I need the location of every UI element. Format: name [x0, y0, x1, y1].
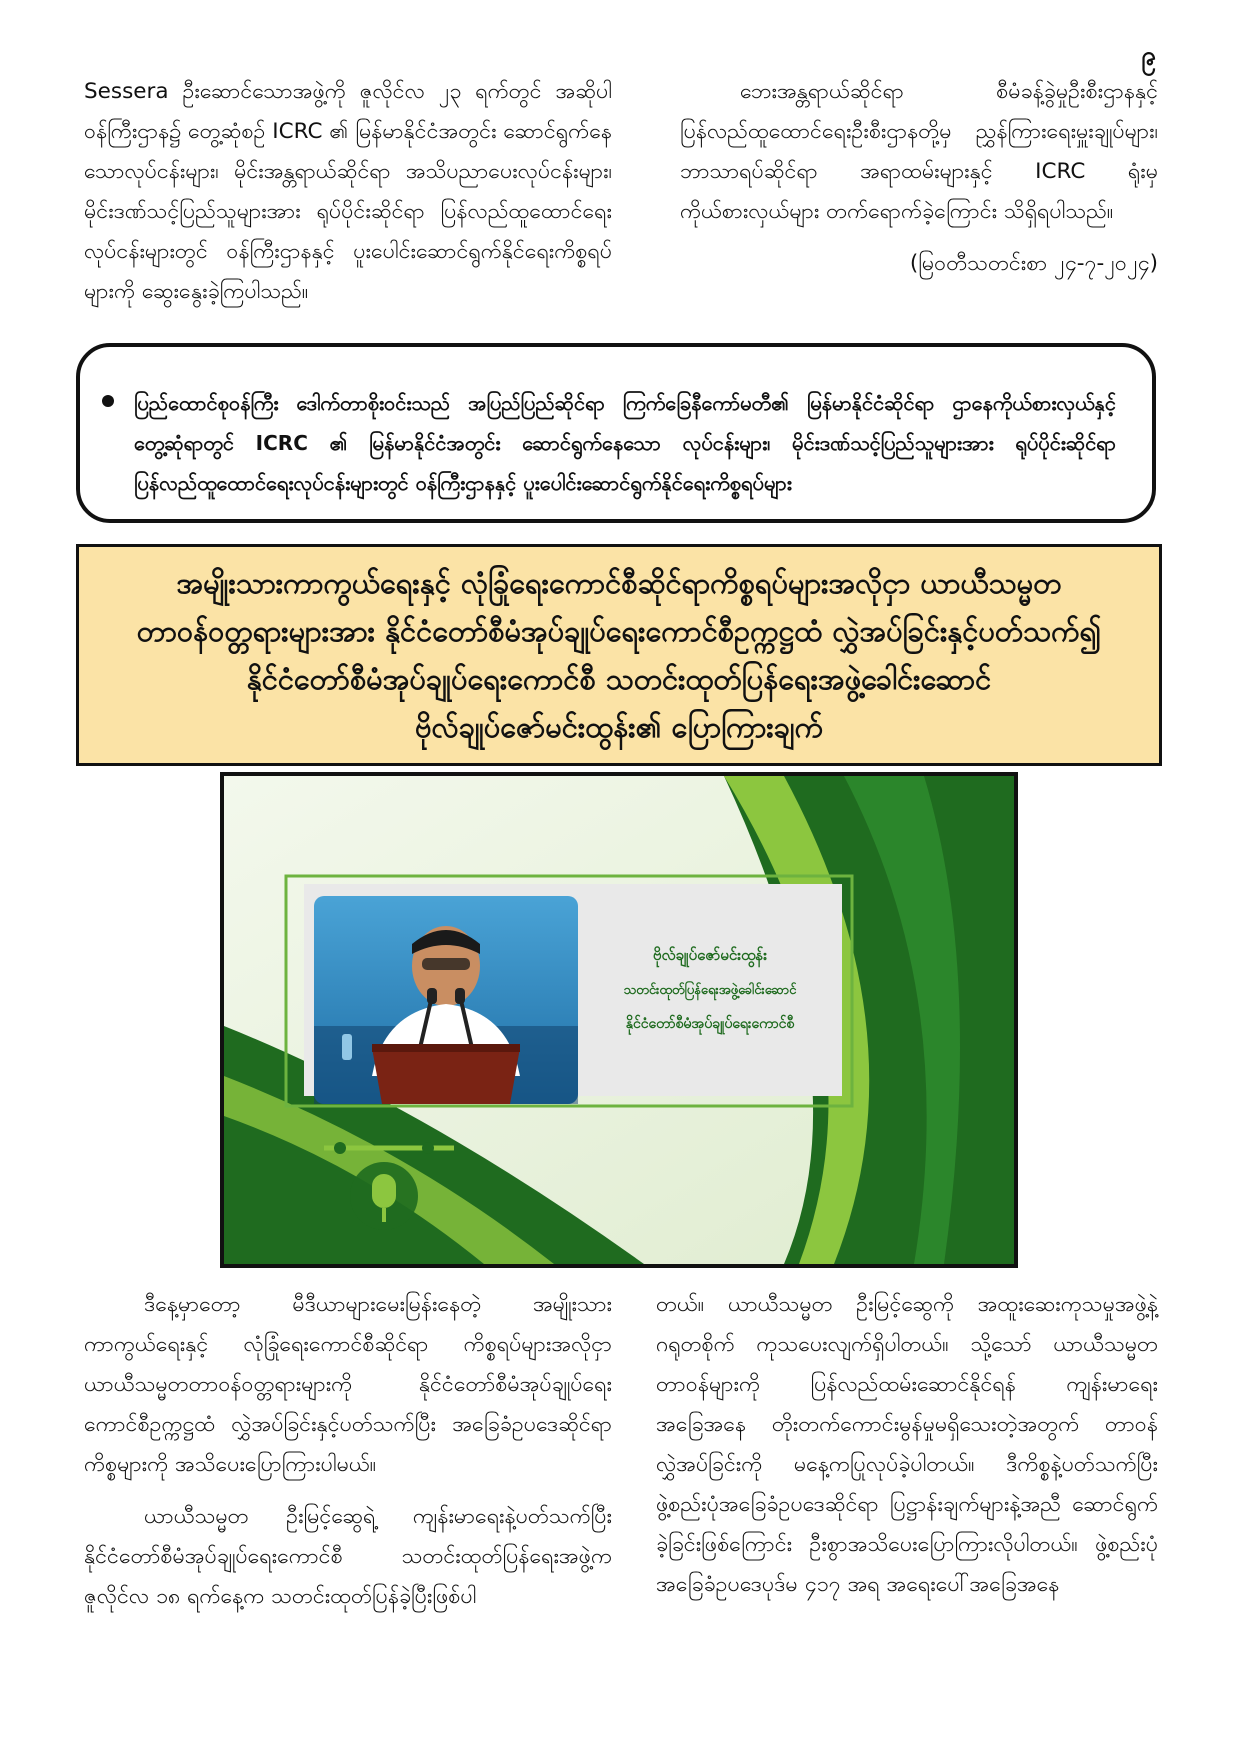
top-right-column	[680, 72, 1158, 284]
bottom-right-paragraph: တယ်။ ယာယီသမ္မတ ဦးမြင့်ဆွေကို အထူးဆေးကုသမှုအဖွဲ့နဲ့ ဂရုတစိုက် ကုသပေးလျက်ရှိပါတယ်။ သို့သော် ယာယီသမ္မတ တာဝန်များကို ပြန်လည်ထမ်းဆောင်နိုင်ရန် ကျန်းမာရေး အခြေအနေ တိုးတက်ကောင်းမွန်မှုမရှိသေးတဲ့အတွက် တာဝန်လွှဲအပ်ခြင်းကို မနေ့ကပြုလုပ်ခဲ့ပါတယ်။ ဒီကိစ္စနဲ့ပတ်သက်ပြီး ဖွဲ့စည်းပုံအခြေခံဥပဒေဆိုင်ရာ ပြဋ္ဌာန်းချက်များနဲ့အညီ ဆောင်ရွက်ခဲ့ခြင်းဖြစ်ကြောင်း ဦးစွာအသိပေးပြောကြားလိုပါတယ်။ ဖွဲ့စည်းပုံအခြေခံဥပဒေပုဒ်မ ၄၁၇ အရ အရေးပေါ်အခြေအနေ	[656, 1292, 1158, 1597]
summary-box	[76, 343, 1156, 523]
headline-line-2: တာဝန်ဝတ္တရားများအား နိုင်ငံတော်စီမံအုပ်ချုပ်ရေးကောင်စီဥက္ကဋ္ဌထံ လွှဲအပ်ခြင်းနှင့်ပတ်သက်၍	[136, 614, 1102, 648]
top-right-paragraph: ဘေးအန္တရာယ်ဆိုင်ရာ စီမံခန့်ခွဲမှုဦးစီးဌာနနှင့် ပြန်လည်ထူထောင်ရေးဦးစီးဌာနတို့မှ ညွှန်ကြားရေးမှူးချုပ်များ၊ ဘာသာရပ်ဆိုင်ရာ အရာထမ်းများနှင့် ICRC ရုံးမှ ကိုယ်စားလှယ်များ တက်ရောက်ခဲ့ကြောင်း သိရှိရပါသည်။	[680, 79, 1158, 224]
top-left-paragraph: Sessera ဦးဆောင်သောအဖွဲ့ကို ဇူလိုင်လ ၂၃ ရက်တွင် အဆိုပါ ဝန်ကြီးဌာန၌ တွေ့ဆုံစဉ် ICRC ၏ မြန်မာနိုင်ငံအတွင်း ဆောင်ရွက်နေသောလုပ်ငန်းများ၊ မိုင်းအန္တရာယ်ဆိုင်ရာ အသိပညာပေးလုပ်ငန်းများ၊ မိုင်းဒဏ်သင့်ပြည်သူများအား ရုပ်ပိုင်းဆိုင်ရာ ပြန်လည်ထူထောင်ရေးလုပ်ငန်းများတွင် ဝန်ကြီးဌာနနှင့် ပူးပေါင်းဆောင်ရွက်နိုင်ရေးကိစ္စရပ်များကို ဆွေးနွေးခဲ့ကြပါသည်။	[84, 79, 612, 304]
headline-title	[137, 559, 1102, 751]
headline-line-4: ဗိုလ်ချုပ်ဇော်မင်းထွန်း၏ ပြောကြားချက်	[414, 710, 824, 744]
bottom-left-paragraph-2: ယာယီသမ္မတ ဦးမြင့်ဆွေရဲ့ ကျန်းမာရေးနဲ့ပတ်သက်ပြီး နိုင်ငံတော်စီမံအုပ်ချုပ်ရေးကောင်စီ သတင်းထုတ်ပြန်ရေးအဖွဲ့က ဇူလိုင်လ ၁၈ ရက်နေ့က သတင်းထုတ်ပြန်ခဲ့ပြီးဖြစ်ပါ	[84, 1504, 612, 1609]
source-line: (မြဝတီသတင်းစာ ၂၄-၇-၂၀၂၄)	[909, 251, 1158, 276]
headline-line-3: နိုင်ငံတော်စီမံအုပ်ချုပ်ရေးကောင်စီ သတင်းထုတ်ပြန်ရေးအဖွဲ့ခေါင်းဆောင်	[246, 662, 992, 696]
bottom-left-paragraph-1: ဒီနေ့မှာတော့ မီဒီယာများမေးမြန်းနေတဲ့ အမျိုးသားကာကွယ်ရေးနှင့် လုံခြုံရေးကောင်စီဆိုင်ရာ ကိစ္စရပ်များအလိုငှာ ယာယီသမ္မတတာဝန်ဝတ္တရားများကို နိုင်ငံတော်စီမံအုပ်ချုပ်ရေးကောင်စီဥက္ကဋ္ဌထံ လွှဲအပ်ခြင်းနှင့်ပတ်သက်ပြီး အခြေခံဥပဒေဆိုင်ရာကိစ္စများကို အသိပေးပြောကြားပါမယ်။	[84, 1292, 612, 1477]
summary-text: ပြည်ထောင်စုဝန်ကြီး ဒေါက်တာစိုးဝင်းသည် အပြည်ပြည်ဆိုင်ရာ ကြက်ခြေနီကော်မတီ၏ မြန်မာနိုင်ငံဆိုင်ရာ ဌာနေကိုယ်စားလှယ်နှင့် တွေ့ဆုံရာတွင် ICRC ၏ မြန်မာနိုင်ငံအတွင်း ဆောင်ရွက်နေသော လုပ်ငန်းများ၊ မိုင်းဒဏ်သင့်ပြည်သူများအား ရုပ်ပိုင်းဆိုင်ရာ ပြန်လည်ထူထောင်ရေးလုပ်ငန်းများတွင် ဝန်ကြီးဌာနနှင့် ပူးပေါင်းဆောင်ရွက်နိုင်ရေးကိစ္စရပ်များ	[134, 391, 1116, 495]
top-left-column	[84, 72, 612, 324]
photo-caption-role: သတင်းထုတ်ပြန်ရေးအဖွဲ့ခေါင်းဆောင်	[623, 983, 797, 998]
page-number: ၉	[1141, 41, 1156, 71]
photo-caption-org: နိုင်ငံတော်စီမံအုပ်ချုပ်ရေးကောင်စီ	[625, 1016, 795, 1032]
bottom-left-column	[84, 1285, 612, 1629]
bullet-dot-icon	[102, 395, 114, 407]
bottom-right-column	[656, 1285, 1158, 1617]
headline-banner	[76, 544, 1162, 766]
headline-line-1: အမျိုးသားကာကွယ်ရေးနှင့် လုံခြုံရေးကောင်စီဆိုင်ရာကိစ္စရပ်များအလိုငှာ ယာယီသမ္မတ	[176, 566, 1062, 600]
news-photo	[220, 772, 1018, 1268]
photo-caption-name: ဗိုလ်ချုပ်ဇော်မင်းထွန်း	[652, 946, 768, 964]
